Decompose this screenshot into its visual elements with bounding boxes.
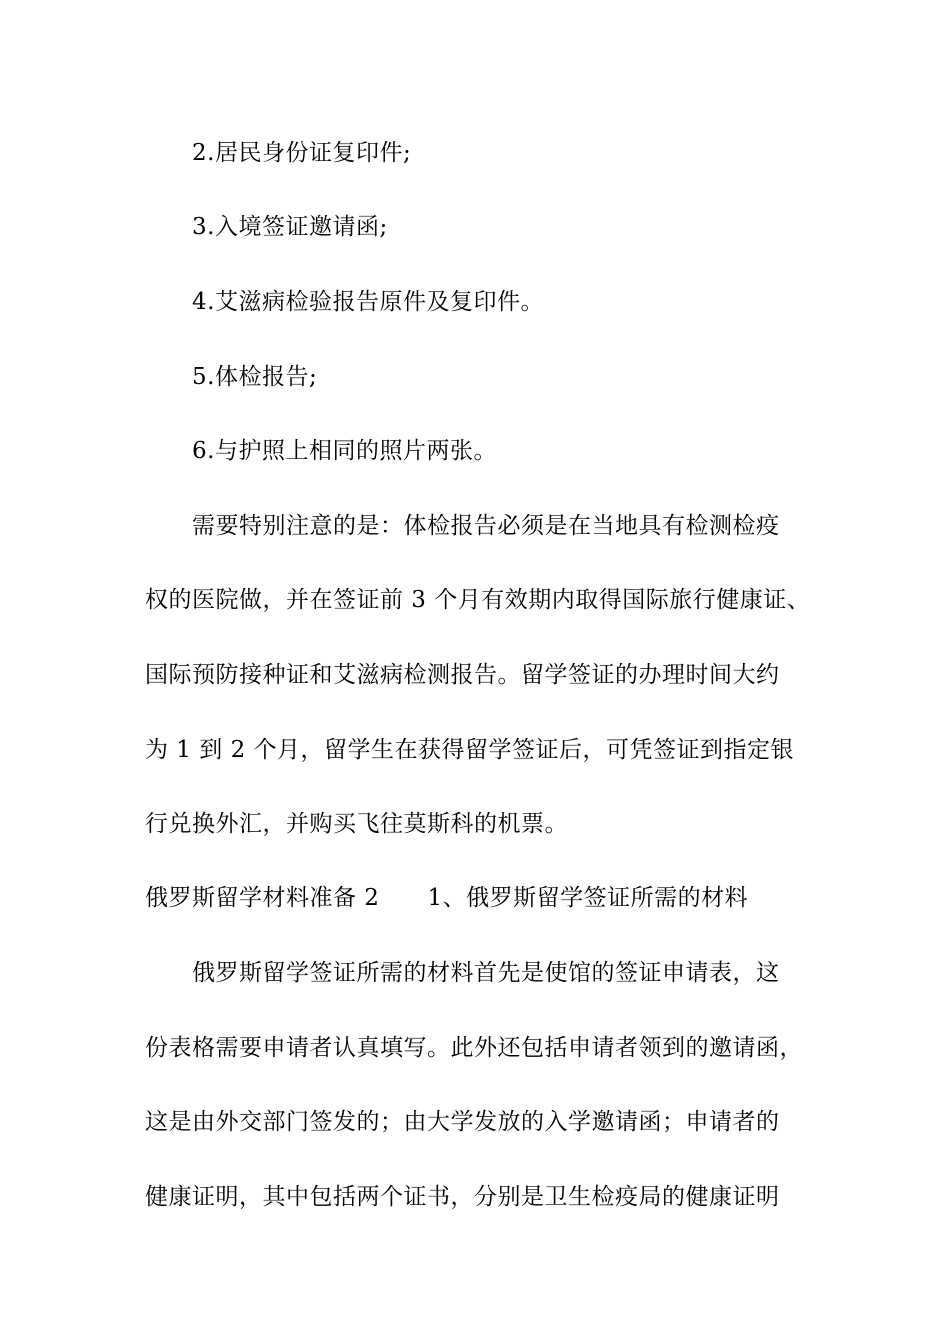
paragraph-line: 健康证明，其中包括两个证书，分别是卫生检疫局的健康证明 (145, 1184, 780, 1210)
section-title: 俄罗斯留学材料准备 2 (145, 885, 380, 911)
paragraph-line: 为 1 到 2 个月，留学生在获得留学签证后，可凭签证到指定银 (145, 737, 795, 763)
paragraph-line: 俄罗斯留学签证所需的材料首先是使馆的签证申请表，这 (192, 960, 780, 986)
paragraph-line: 份表格需要申请者认真填写。此外还包括申请者领到的邀请函， (145, 1035, 803, 1061)
section-heading (145, 883, 835, 913)
paragraph-line: 这是由外交部门签发的；由大学发放的入学邀请函；申请者的 (145, 1109, 780, 1135)
paragraph-line: 需要特别注意的是：体检报告必须是在当地具有检测检疫 (192, 513, 780, 539)
list-item: 6.与护照上相同的照片两张。 (192, 438, 497, 464)
paragraph-line: 国际预防接种证和艾滋病检测报告。留学签证的办理时间大约 (145, 662, 780, 688)
paragraph-line: 权的医院做，并在签证前 3 个月有效期内取得国际旅行健康证、 (145, 587, 811, 613)
section-subtitle: 1、俄罗斯留学签证所需的材料 (427, 885, 749, 911)
list-item: 2.居民身份证复印件; (192, 140, 412, 166)
list-item: 4.艾滋病检验报告原件及复印件。 (192, 289, 544, 315)
paragraph-line: 行兑换外汇，并购买飞往莫斯科的机票。 (145, 811, 568, 837)
list-item: 3.入境签证邀请函; (192, 214, 388, 240)
list-item: 5.体检报告; (192, 364, 318, 390)
